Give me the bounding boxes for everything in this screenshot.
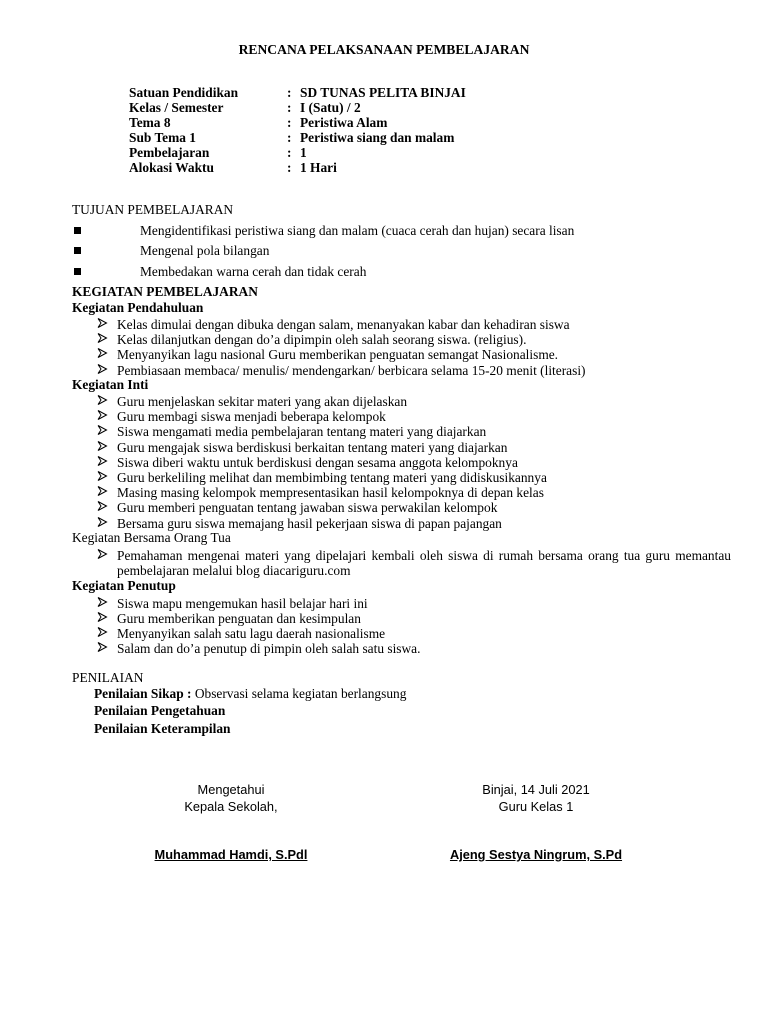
inti-heading: Kegiatan Inti (72, 377, 149, 392)
info-value: 1 (300, 145, 307, 160)
info-label: Tema 8 (129, 115, 171, 130)
info-colon: : (287, 160, 292, 175)
info-colon: : (287, 85, 292, 100)
tujuan-heading: TUJUAN PEMBELAJARAN (72, 202, 234, 217)
signature-right-line1: Binjai, 14 Juli 2021 (482, 782, 590, 797)
penilaian-pengetahuan: Penilaian Pengetahuan (94, 703, 226, 718)
penilaian-sikap (94, 686, 406, 701)
list-item-text: Pembiasaan membaca/ menulis/ mendengarkan/ berbicara selama 15-20 menit (literasi) (117, 362, 586, 378)
arrow-bullet-icon (96, 485, 108, 497)
list-item-text: Membedakan warna cerah dan tidak cerah (140, 264, 367, 279)
arrow-bullet-icon (96, 516, 108, 528)
info-label: Kelas / Semester (129, 100, 224, 115)
document-title: RENCANA PELAKSANAAN PEMBELAJARAN (238, 42, 530, 57)
arrow-bullet-icon (96, 470, 108, 482)
info-colon: : (287, 100, 292, 115)
list-item-text: Siswa diberi waktu untuk berdiskusi dengan sesama anggota kelompoknya (117, 454, 518, 470)
arrow-bullet-icon (96, 455, 108, 467)
arrow-bullet-icon (96, 641, 108, 653)
square-bullet-icon (74, 268, 81, 275)
penilaian-sikap-value: Observasi selama kegiatan berlangsung (191, 686, 407, 701)
list-item-text: Pemahaman mengenai materi yang dipelajari kembali oleh siswa di rumah bersama orang tua guru memantau pembelajaran melalui blog diacariguru.com (117, 548, 731, 578)
arrow-bullet-icon (96, 440, 108, 452)
info-label: Satuan Pendidikan (129, 85, 239, 100)
list-item-text: Mengidentifikasi peristiwa siang dan malam (cuaca cerah dan hujan) secara lisan (140, 223, 575, 238)
arrow-bullet-icon (96, 611, 108, 623)
signature-right-name: Ajeng Sestya Ningrum, S.Pd (449, 847, 623, 862)
penilaian-heading: PENILAIAN (72, 670, 144, 685)
list-item-text: Siswa mengamati media pembelajaran tentang materi yang diajarkan (117, 424, 487, 440)
info-colon: : (287, 115, 292, 130)
arrow-bullet-icon (96, 332, 108, 344)
info-label: Sub Tema 1 (129, 130, 196, 145)
signature-right-line2: Guru Kelas 1 (498, 799, 574, 814)
list-item-text: Guru memberi penguatan tentang jawaban siswa perwakilan kelompok (117, 500, 498, 516)
arrow-bullet-icon (96, 596, 108, 608)
list-item-text: Masing masing kelompok mempresentasikan hasil kelompoknya di depan kelas (117, 485, 544, 501)
list-item-text: Salam dan do’a penutup di pimpin oleh salah satu siswa. (117, 641, 421, 656)
arrow-bullet-icon (96, 424, 108, 436)
list-item-text: Guru memberikan penguatan dan kesimpulan (117, 611, 361, 626)
arrow-bullet-icon (96, 548, 108, 560)
signature-left-line1: Mengetahui (197, 782, 265, 797)
pendahuluan-heading: Kegiatan Pendahuluan (72, 300, 204, 315)
info-value: 1 Hari (300, 160, 337, 175)
arrow-bullet-icon (96, 500, 108, 512)
info-value: I (Satu) / 2 (300, 100, 361, 115)
list-item-text: Bersama guru siswa memajang hasil pekerjaan siswa di papan pajangan (117, 515, 502, 531)
penilaian-sikap-label: Penilaian Sikap : (94, 686, 192, 701)
info-label: Alokasi Waktu (129, 160, 214, 175)
list-item-text: Menyanyikan salah satu lagu daerah nasionalisme (117, 626, 386, 641)
info-value: Peristiwa siang dan malam (300, 130, 455, 145)
arrow-bullet-icon (96, 317, 108, 329)
info-colon: : (287, 145, 292, 160)
list-item-text: Guru menjelaskan sekitar materi yang akan dijelaskan (117, 394, 408, 409)
arrow-bullet-icon (96, 409, 108, 421)
list-item-text: Siswa mapu mengemukan hasil belajar hari ini (117, 596, 368, 611)
orang-tua-heading: Kegiatan Bersama Orang Tua (72, 530, 231, 545)
list-item-text: Guru berkeliling melihat dan membimbing tentang materi yang didiskusikannya (117, 470, 547, 485)
kegiatan-heading: KEGIATAN PEMBELAJARAN (72, 284, 258, 299)
list-item-text: Kelas dimulai dengan dibuka dengan salam, menanyakan kabar dan kehadiran siswa (117, 317, 570, 332)
list-item-text: Guru membagi siswa menjadi beberapa kelompok (117, 409, 386, 425)
arrow-bullet-icon (96, 347, 108, 359)
info-label: Pembelajaran (129, 145, 210, 160)
list-item-text: Guru mengajak siswa berdiskusi berkaitan tentang materi yang diajarkan (117, 439, 508, 455)
list-item-text: Kelas dilanjutkan dengan do’a dipimpin oleh salah seorang siswa. (religius). (117, 332, 527, 348)
signature-left-line2: Kepala Sekolah, (184, 799, 278, 814)
penilaian-keterampilan: Penilaian Keterampilan (94, 721, 231, 736)
signature-left-name: Muhammad Hamdi, S.Pdl (154, 847, 308, 862)
arrow-bullet-icon (96, 394, 108, 406)
square-bullet-icon (74, 227, 81, 234)
arrow-bullet-icon (96, 626, 108, 638)
list-item-text: Mengenal pola bilangan (140, 243, 270, 258)
info-value: Peristiwa Alam (300, 115, 388, 130)
info-value: SD TUNAS PELITA BINJAI (300, 85, 466, 100)
square-bullet-icon (74, 247, 81, 254)
arrow-bullet-icon (96, 363, 108, 375)
list-item-text: Menyanyikan lagu nasional Guru memberikan penguatan semangat Nasionalisme. (117, 347, 559, 363)
penutup-heading: Kegiatan Penutup (72, 578, 176, 593)
info-colon: : (287, 130, 292, 145)
